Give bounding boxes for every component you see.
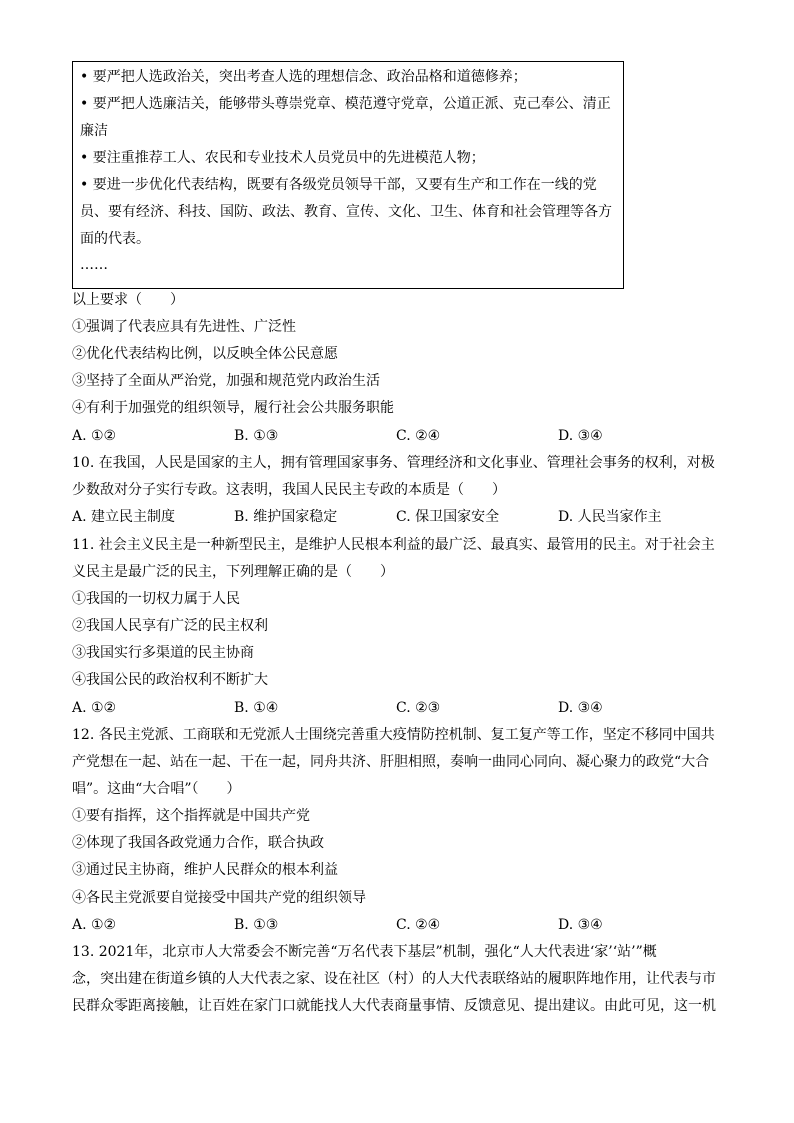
material-line: 员、要有经济、科技、国防、政法、教育、宣传、文化、卫生、体育和社会管理等各方	[80, 204, 612, 220]
question-12-stem: 产党想在一起、站在一起、干在一起，同舟共济、肝胆相照，奏响一曲同心同向、凝心聚力的政党“大合	[72, 754, 710, 770]
question-12-item: ③通过民主协商，维护人民群众的根本利益	[72, 862, 338, 878]
question-11-item: ④我国公民的政治权利不断扩大	[72, 672, 268, 688]
question-9-option-c: C. ②④	[396, 428, 441, 444]
material-line: 面的代表。	[80, 231, 150, 247]
question-11-item: ①我国的一切权力属于人民	[72, 591, 240, 607]
question-13-stem: 民群众零距离接触，让百姓在家门口就能找人大代表商量事情、反馈意见、提出建议。由此可见，这一机	[72, 998, 716, 1014]
material-line: ……	[80, 257, 108, 273]
question-9-option-d: D. ③④	[558, 428, 603, 444]
question-11-option-b: B. ①④	[234, 700, 279, 716]
question-10-stem: 少数敌对分子实行专政。这表明，我国人民民主专政的本质是（ ）	[72, 482, 506, 498]
question-10-option-a: A. 建立民主制度	[72, 509, 176, 525]
question-11-item: ②我国人民享有广泛的民主权利	[72, 618, 268, 634]
question-9-item: ③坚持了全面从严治党，加强和规范党内政治生活	[72, 373, 380, 389]
material-line: • 要注重推荐工人、农民和专业技术人员党员中的先进模范人物；	[80, 150, 485, 166]
question-9-item: ④有利于加强党的组织领导，履行社会公共服务职能	[72, 400, 394, 416]
material-line: • 要进一步优化代表结构，既要有各级党员领导干部，又要有生产和工作在一线的党	[80, 177, 597, 193]
material-line: 廉洁	[80, 123, 108, 139]
question-10-option-d: D. 人民当家作主	[558, 509, 662, 525]
question-9-stem: 以上要求（ ）	[72, 292, 184, 308]
question-10-option-b: B. 维护国家稳定	[234, 509, 338, 525]
question-11-item: ③我国实行多渠道的民主协商	[72, 645, 254, 661]
question-11-stem: 义民主是最广泛的民主，下列理解正确的是（ ）	[72, 564, 394, 580]
question-10-stem: 10. 在我国，人民是国家的主人，拥有管理国家事务、管理经济和文化事业、管理社会事务的权利，对极	[72, 455, 715, 471]
question-12-option-c: C. ②④	[396, 917, 441, 933]
question-12-option-d: D. ③④	[558, 917, 603, 933]
question-12-stem: 唱”。这曲“大合唱”（ ）	[72, 781, 241, 797]
question-13-stem: 念，突出建在街道乡镇的人大代表之家、设在社区（村）的人大代表联络站的履职阵地作用，让代表与市	[72, 971, 716, 987]
question-11-option-a: A. ①②	[72, 700, 117, 716]
question-12-stem: 12. 各民主党派、工商联和无党派人士围绕完善重大疫情防控机制、复工复产等工作，坚定不移同中国共	[72, 727, 715, 743]
question-11-stem: 11. 社会主义民主是一种新型民主，是维护人民根本利益的最广泛、最真实、最管用的民主。对于社会主	[72, 537, 715, 553]
question-10-option-c: C. 保卫国家安全	[396, 509, 500, 525]
question-9-option-a: A. ①②	[72, 428, 117, 444]
question-11-option-d: D. ③④	[558, 700, 603, 716]
question-13-stem: 13. 2021年，北京市人大常委会不断完善“万名代表下基层”机制，强化“人大代表进‘家’‘站’”概	[72, 944, 657, 960]
question-9-option-b: B. ①③	[234, 428, 279, 444]
question-9-item: ②优化代表结构比例，以反映全体公民意愿	[72, 346, 338, 362]
question-12-option-a: A. ①②	[72, 917, 117, 933]
material-line: • 要严把人选廉洁关，能够带头尊崇党章、模范遵守党章，公道正派、克己奉公、清正	[80, 96, 611, 112]
question-12-item: ①要有指挥，这个指挥就是中国共产党	[72, 808, 310, 824]
question-12-item: ②体现了我国各政党通力合作，联合执政	[72, 835, 324, 851]
question-11-option-c: C. ②③	[396, 700, 441, 716]
question-12-option-b: B. ①③	[234, 917, 279, 933]
question-12-item: ④各民主党派要自觉接受中国共产党的组织领导	[72, 890, 366, 906]
question-9-item: ①强调了代表应具有先进性、广泛性	[72, 319, 296, 335]
material-line: • 要严把人选政治关，突出考查人选的理想信念、政治品格和道德修养；	[80, 69, 527, 85]
